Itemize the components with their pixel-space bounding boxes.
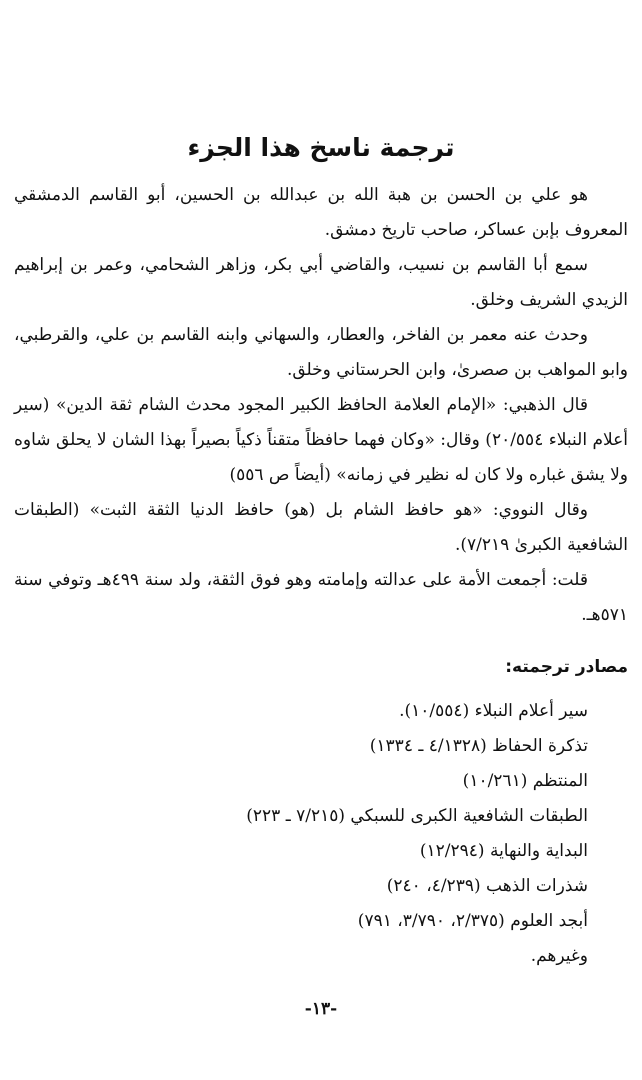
sources-heading: مصادر ترجمته: — [505, 657, 628, 677]
biography-section — [14, 178, 628, 633]
sources-list — [246, 694, 588, 974]
source-item: أبجد العلوم (٢/٣٧٥، ٣/٧٩٠، ٧٩١) — [357, 911, 588, 931]
source-item: سير أعلام النبلاء (١٠/٥٥٤). — [399, 701, 588, 721]
biography-paragraph: وقال النووي: «هو حافظ الشام بل (هو) حافظ الدنيا الثقة الثبت» (الطبقات الشافعية الكبرىٰ ٧/٢١٩). — [14, 500, 628, 555]
biography-paragraph: هو علي بن الحسن بن هبة الله بن عبدالله بن الحسين، أبو القاسم الدمشقي المعروف بإبن عساكر، صاحب تاريخ دمشق. — [14, 185, 628, 240]
biography-paragraph: قال الذهبي: «الإمام العلامة الحافظ الكبير المجود محدث الشام ثقة الدين» (سير أعلام النبلاء ٢٠/٥٥٤) وقال: «وكان فهما حافظاً متقناً ذكياً بصيراً بهذا الشان لا يحلق شاوه ولا يشق غباره ولا كان له نظير في زمانه» (أيضاً ص ٥٥٦) — [14, 395, 628, 485]
source-item: المنتظم (١٠/٢٦١) — [462, 771, 588, 791]
source-item: تذكرة الحفاظ (٤/١٣٢٨ ـ ١٣٣٤) — [369, 736, 588, 756]
source-item: الطبقات الشافعية الكبرى للسبكي (٧/٢١٥ ـ ٢٢٣) — [246, 806, 588, 826]
page-number: -١٣- — [304, 999, 338, 1019]
biography-paragraph: وحدث عنه معمر بن الفاخر، والعطار، والسهاني وابنه القاسم بن علي، والقرطبي، وابو المواهب بن صصرىٰ، وابن الحرستاني وخلق. — [14, 325, 628, 380]
source-item: وغيرهم. — [530, 946, 588, 966]
biography-paragraph: سمع أبا القاسم بن نسيب، والقاضي أبي بكر، وزاهر الشحامي، وعمر بن إبراهيم الزيدي الشريف وخلق. — [14, 255, 628, 310]
biography-paragraph: قلت: أجمعت الأمة على عدالته وإمامته وهو فوق الثقة، ولد سنة ٤٩٩هـ وتوفي سنة ٥٧١هـ. — [14, 570, 628, 625]
page-title: ترجمة ناسخ هذا الجزء — [187, 133, 455, 162]
source-item: البداية والنهاية (١٢/٢٩٤) — [419, 841, 588, 861]
source-item: شذرات الذهب (٤/٢٣٩، ٢٤٠) — [386, 876, 588, 896]
